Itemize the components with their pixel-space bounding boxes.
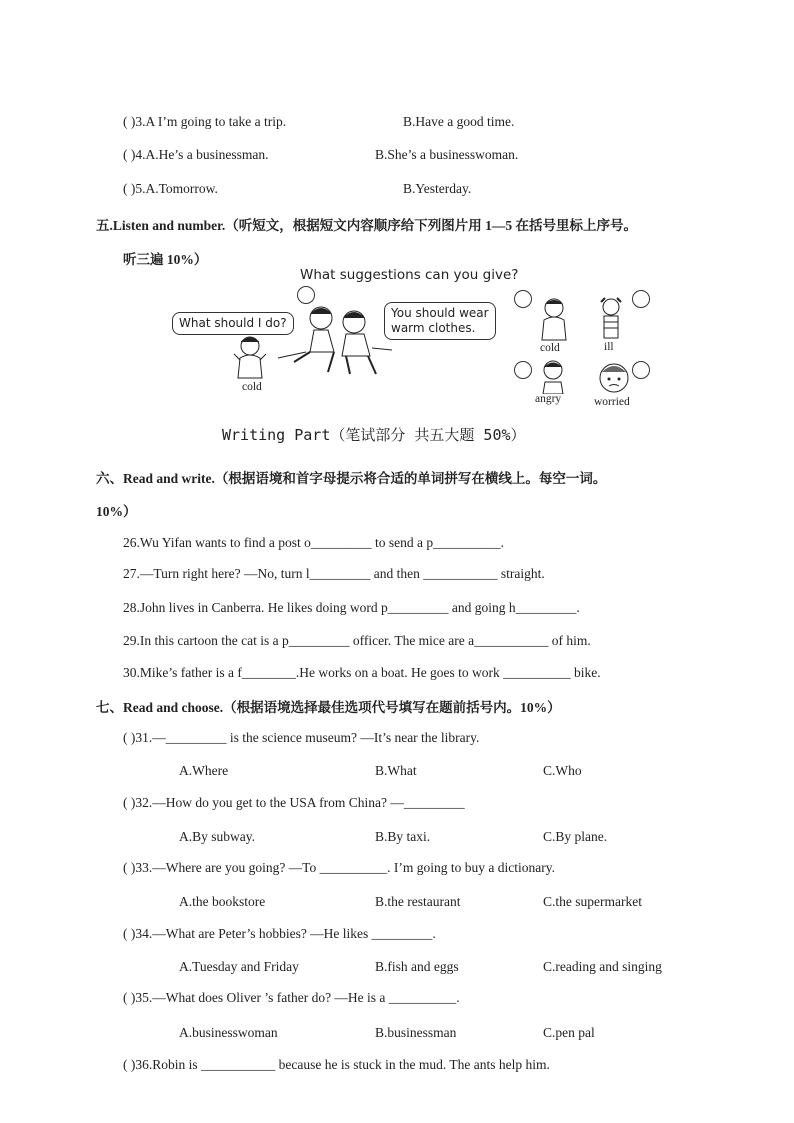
question-28: 28.John lives in Canberra. He likes doing word p_________ and going h_________. [123, 600, 580, 615]
answer-circle[interactable] [632, 361, 650, 379]
option-b: B.By taxi. [375, 829, 431, 844]
listening-q4-b: B.She’s a businesswoman. [375, 147, 519, 162]
question-32: ( )32.—How do you get to the USA from China? —_________ [123, 795, 465, 810]
question-35: ( )35.—What does Oliver ’s father do? —He is a __________. [123, 990, 460, 1005]
angry-girl-illustration [538, 358, 568, 394]
option-b: B.What [375, 763, 417, 778]
listening-q4: ( )4.A.He’s a businessman. [123, 147, 269, 162]
section7-title: 七、Read and choose.（根据语境选择最佳选项代号填写在题前括号内。10%） [96, 700, 561, 715]
question-36: ( )36.Robin is ___________ because he is stuck in the mud. The ants help him. [123, 1057, 550, 1072]
worried-boy-illustration [596, 360, 632, 396]
question-26: 26.Wu Yifan wants to find a post o_________ to send a p__________. [123, 535, 505, 550]
option-b: B.fish and eggs [375, 959, 459, 974]
option-b: B.the restaurant [375, 894, 461, 909]
option-a: A.Where [179, 763, 229, 778]
section5-title: 五.Listen and number.（听短文，根据短文内容顺序给下列图片用 1—5 在括号里标上序号。 [96, 218, 638, 233]
option-a: A.businesswoman [179, 1025, 278, 1040]
caption-angry: angry [535, 393, 562, 405]
speech-bubble-left: What should I do? [172, 312, 294, 335]
cold-girl-illustration [534, 296, 574, 342]
listening-q5-b: B.Yesterday. [403, 181, 472, 196]
option-a: A.Tuesday and Friday [179, 959, 299, 974]
question-31: ( )31.—_________ is the science museum? —It’s near the library. [123, 730, 480, 745]
section6-title-2: 10%） [96, 504, 137, 519]
listening-q5: ( )5.A.Tomorrow. [123, 181, 218, 196]
question-33: ( )33.—Where are you going? —To __________. I’m going to buy a dictionary. [123, 860, 555, 875]
suggestion-question: What suggestions can you give? [300, 267, 519, 283]
caption-cold: cold [242, 381, 262, 393]
cold-girl-illustration [228, 334, 278, 384]
question-30: 30.Mike’s father is a f________.He works on a boat. He goes to work __________ bike. [123, 665, 601, 680]
listening-q3-b: B.Have a good time. [403, 114, 515, 129]
caption-ill: ill [604, 341, 614, 353]
question-27: 27.—Turn right here? —No, turn l_________ and then ___________ straight. [123, 566, 545, 581]
speech-bubble-right: You should wear warm clothes. [384, 302, 496, 340]
caption-worried: worried [594, 396, 630, 408]
option-a: A.the bookstore [179, 894, 266, 909]
option-c: C.the supermarket [543, 894, 642, 909]
writing-part-heading: Writing Part（笔试部分 共五大题 50%） [222, 426, 526, 444]
two-boys-illustration [276, 300, 396, 380]
option-c: C.reading and singing [543, 959, 662, 974]
section5-title-2: 听三遍 10%） [123, 252, 208, 267]
option-b: B.businessman [375, 1025, 457, 1040]
caption-cold: cold [540, 342, 560, 354]
option-c: C.Who [543, 763, 582, 778]
answer-circle[interactable] [632, 290, 650, 308]
option-a: A.By subway. [179, 829, 255, 844]
ill-girl-illustration [596, 296, 626, 342]
section6-title: 六、Read and write.（根据语境和首字母提示将合适的单词拼写在横线上。每空一词。 [96, 471, 607, 486]
question-29: 29.In this cartoon the cat is a p_________ officer. The mice are a___________ of him. [123, 633, 591, 648]
question-34: ( )34.—What are Peter’s hobbies? —He likes _________. [123, 926, 436, 941]
option-c: C.By plane. [543, 829, 608, 844]
answer-circle[interactable] [514, 361, 532, 379]
option-c: C.pen pal [543, 1025, 595, 1040]
answer-circle[interactable] [514, 290, 532, 308]
listening-q3: ( )3.A I’m going to take a trip. [123, 114, 287, 129]
